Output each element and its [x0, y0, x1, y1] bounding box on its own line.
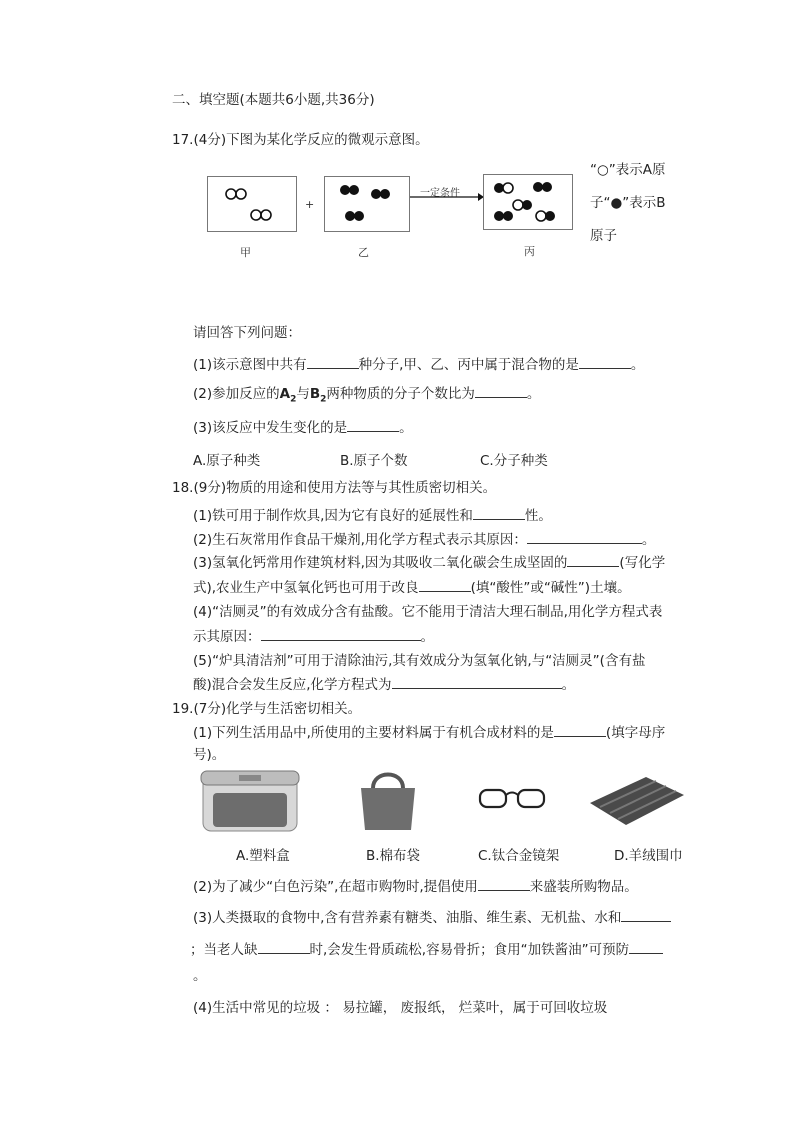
answer-blank[interactable] [347, 419, 399, 432]
answer-blank[interactable] [419, 579, 471, 592]
q18-line-4: 式),农业生产中氢氧化钙也可用于改良 (填“酸性”或“碱性”)土壤。 [193, 580, 631, 596]
q19-line-5: ；当老人缺 时,会发生骨质疏松,容易骨折；食用“加铁酱油”可预防 [190, 938, 663, 958]
section-title: 二、填空题(本题共6小题,共36分) [172, 92, 375, 108]
q17-part2: (2)参加反应的$A_2$与$B_2$两种物质的分子个数比为 。 [193, 386, 541, 405]
q19-line-4: (3)人类摄取的食物中,含有营养素有糖类、油脂、维生素、无机盐、水和 [193, 906, 671, 926]
answer-blank[interactable] [261, 628, 421, 641]
q18-line-5: (4)“洁厕灵”的有效成分含有盐酸。它不能用于清洁大理石制品,用化学方程式表 [193, 604, 663, 620]
answer-blank[interactable] [579, 356, 631, 369]
box-bing [483, 174, 573, 230]
option-c: C.分子种类 [480, 453, 548, 469]
q19-line-7: (4)生活中常见的垃圾 ： 易拉罐， 废报纸， 烂菜叶，属于可回收垃圾 [193, 1000, 608, 1016]
q17-part1: (1)该示意图中共有 种分子,甲、乙、丙中属于混合物的是 。 [193, 357, 645, 373]
answer-blank[interactable] [527, 531, 642, 544]
q17-prompt: 请回答下列问题： [193, 325, 301, 341]
answer-blank[interactable] [392, 676, 562, 689]
answer-blank[interactable] [567, 554, 619, 567]
jia-molecules [208, 177, 296, 231]
label-bing: 丙 [524, 245, 535, 258]
item-d: D.羊绒围巾 [614, 848, 683, 864]
q18-line-7: (5)“炉具清洁剂”可用于清除油污,其有效成分为氢氧化钠,与“洁厕灵”(含有盐 [193, 653, 646, 669]
answer-blank[interactable] [475, 385, 527, 398]
yi-molecules [325, 177, 409, 231]
plus-sign: + [305, 198, 315, 211]
q18-line-6: 示其原因： 。 [193, 629, 434, 645]
answer-blank[interactable] [554, 724, 606, 737]
label-jia: 甲 [240, 246, 251, 259]
legend-line-3: 原子 [590, 228, 617, 244]
q19-line-3: (2)为了减少“白色污染”,在超市购物时,提倡使用 来盛装所购物品。 [193, 879, 638, 895]
option-b: B.原子个数 [340, 453, 408, 469]
answer-blank[interactable] [307, 356, 359, 369]
q19-line-6: 。 [193, 968, 207, 984]
q19-stem: 19.(7分)化学与生活密切相关。 [172, 701, 362, 717]
glasses-frame-image [477, 782, 547, 812]
item-c: C.钛合金镜架 [478, 848, 560, 864]
bing-molecules [484, 175, 572, 229]
q18-line-1: (1)铁可用于制作炊具,因为它有良好的延展性和 性。 [193, 508, 552, 524]
q18-line-3: (3)氢氧化钙常用作建筑材料,因为其吸收二氧化碳会生成坚固的 (写化学 [193, 555, 666, 571]
plastic-box-image [199, 767, 303, 833]
item-b: B.棉布袋 [366, 848, 421, 864]
q19-line-2: 号)。 [193, 747, 226, 763]
q18-stem: 18.(9分)物质的用途和使用方法等与其性质密切相关。 [172, 480, 497, 496]
arrow-label: 一定条件 [420, 188, 460, 199]
answer-blank[interactable] [478, 878, 530, 891]
answer-blank[interactable] [258, 941, 310, 954]
q18-line-8: 酸)混合会发生反应,化学方程式为 。 [193, 677, 576, 693]
scarf-image [586, 773, 686, 829]
q19-line-1: (1)下列生活用品中,所使用的主要材料属于有机合成材料的是 (填字母序 [193, 725, 666, 741]
box-jia [207, 176, 297, 232]
answer-blank[interactable] [629, 941, 663, 954]
legend-line-1: “○”表示A原 [590, 162, 666, 178]
option-a: A.原子种类 [193, 453, 261, 469]
box-yi [324, 176, 410, 232]
q17-stem: 17.(4分)下图为某化学反应的微观示意图。 [172, 132, 429, 148]
label-yi: 乙 [358, 246, 369, 259]
q17-part3: (3)该反应中发生变化的是 。 [193, 420, 413, 436]
cloth-bag-image [357, 766, 419, 832]
answer-blank[interactable] [473, 507, 525, 520]
answer-blank[interactable] [621, 909, 671, 922]
legend-line-2: 子“●”表示B [590, 195, 666, 211]
q18-line-2: (2)生石灰常用作食品干燥剂,用化学方程式表示其原因： 。 [193, 532, 656, 548]
item-a: A.塑料盒 [236, 848, 290, 864]
